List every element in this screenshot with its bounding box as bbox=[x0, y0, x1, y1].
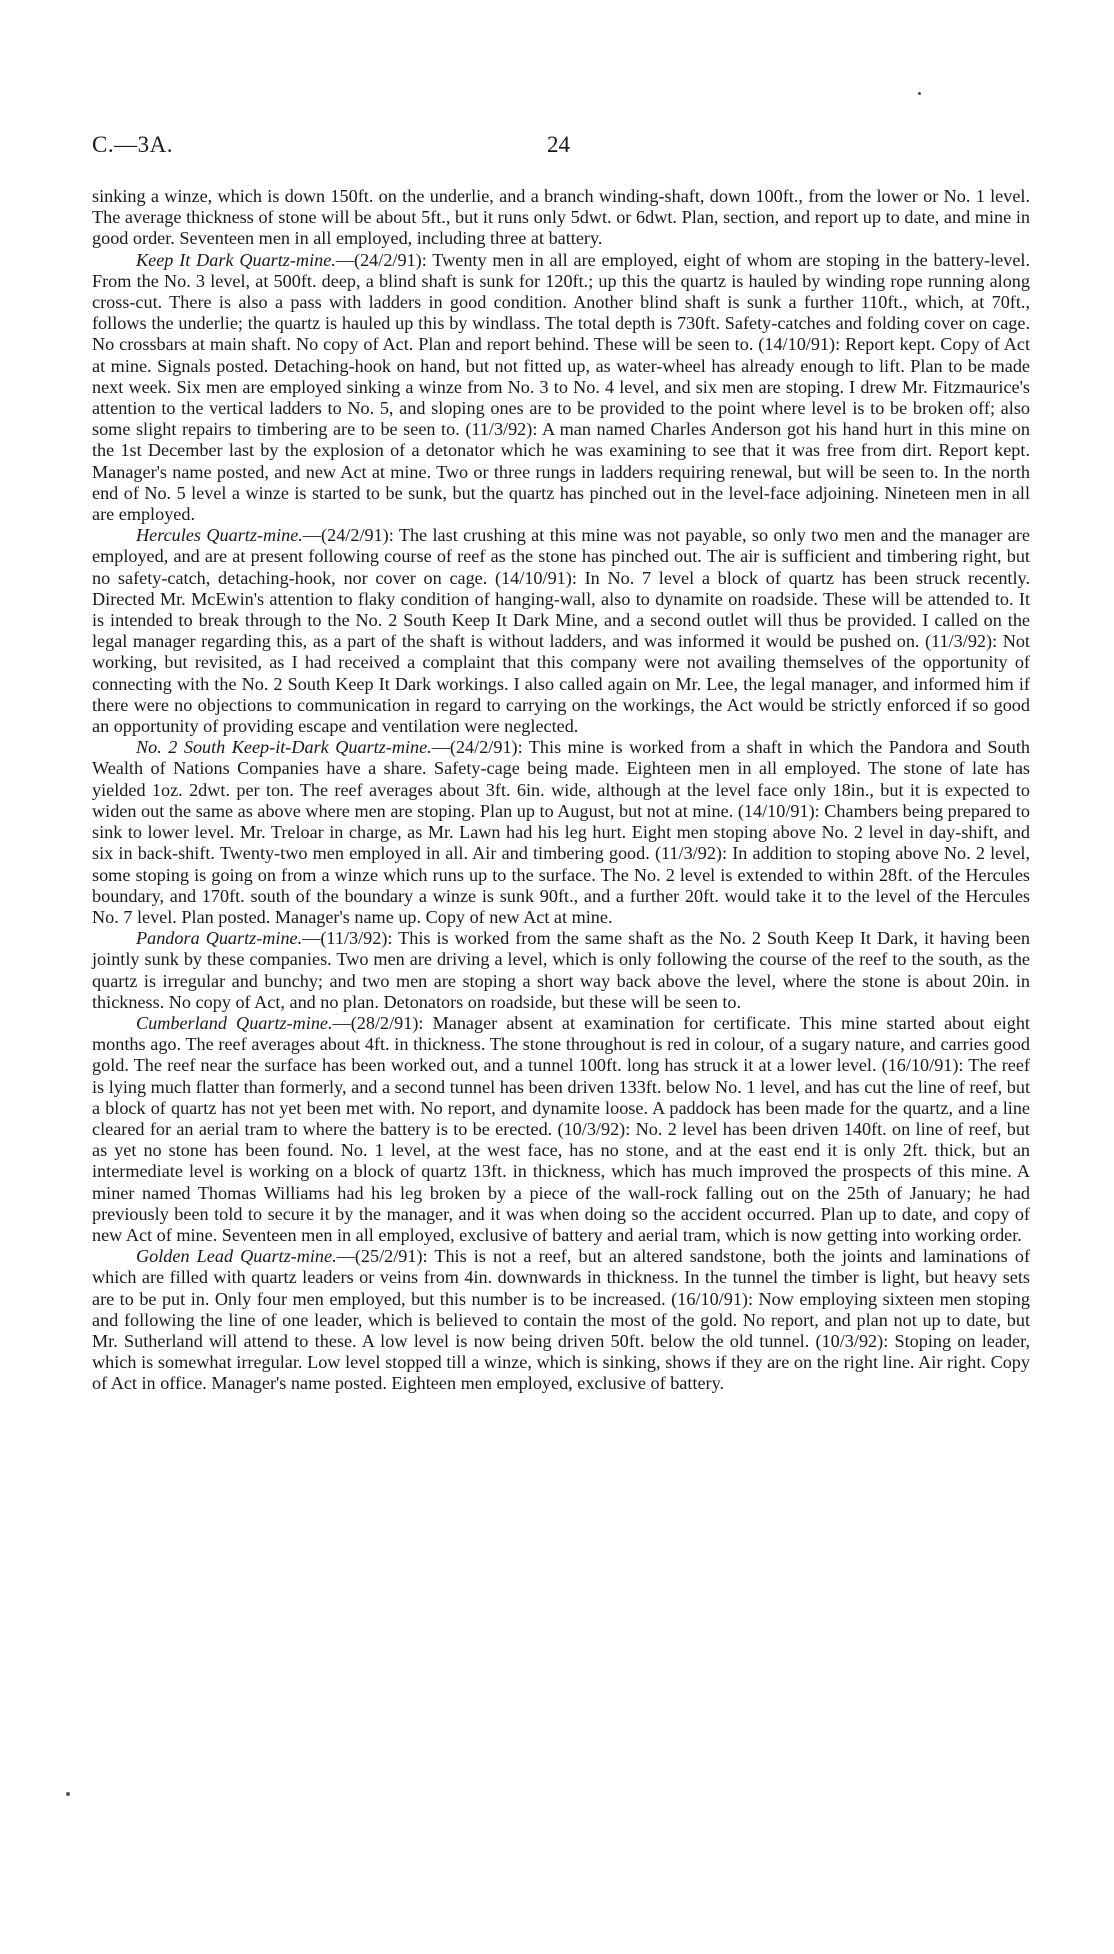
margin-ink-dot bbox=[66, 1792, 70, 1796]
mine-name: Pandora Quartz-mine. bbox=[136, 928, 303, 949]
paragraph-no2-south-keep-it-dark bbox=[92, 737, 1030, 928]
paragraph-continued bbox=[92, 186, 1030, 250]
mine-name: Keep It Dark Quartz-mine. bbox=[136, 249, 336, 270]
paragraph-text: —(25/2/91): This is not a reef, but an altered sandstone, both the joints and laminations of which are filled with quartz leaders or veins from 4in. downwards in thickness. In the tunnel the timber is light, but heavy sets are to be put in. Only four men employed, but this number is to be increased. (16/10/91): Now employing sixteen men stoping and following the line of one leader, which is believed to contain the most of the gold. No report, and plan not up to date, but Mr. Sutherland will attend to these. A low level is now being driven 50ft. below the old tunnel. (10/3/92): Stoping on leader, which is somewhat irregular. Low level stopped till a winze, which is sinking, shows if they are on the right line. Air right. Copy of Act in office. Manager's name posted. Eighteen men employed, exclusive of battery. bbox=[92, 1246, 1030, 1394]
page-header bbox=[92, 132, 1030, 166]
paragraph-text: —(24/2/91): This mine is worked from a shaft in which the Pandora and South Wealth of Nations Companies have a share. Safety-cage being made. Eighteen men in all employed. The stone of late has yielded 1oz. 2dwt. per ton. The reef averages about 3ft. 6in. wide, although at the level face only 18in., but it is expected to widen out the same as above where men are stoping. Plan up to August, but not at mine. (14/10/91): Chambers being prepared to sink to lower level. Mr. Treloar in charge, as Mr. Lawn had his leg hurt. Eight men stoping above No. 2 level in day-shift, and six in back-shift. Twenty-two men employed in all. Air and timbering good. (11/3/92): In addition to stoping above No. 2 level, some stoping is going on from a winze which runs up to the surface. The No. 2 level is extended to within 28ft. of the Hercules boundary, and 170ft. south of the boundary a winze is sunk 90ft., and a further 20ft. would take it to the level of the Hercules No. 7 level. Plan posted. Manager's name up. Copy of new Act at mine. bbox=[92, 737, 1030, 927]
paragraph-hercules bbox=[92, 525, 1030, 737]
paragraph-text: —(24/2/91): The last crushing at this mine was not payable, so only two men and the manager are employed, and are at present following course of reef as the stone has pinched out. The air is sufficient and timbering right, but no safety-catch, detaching-hook, nor cover on cage. (14/10/91): In No. 7 level a block of quartz has been struck recently. Directed Mr. McEwin's attention to flaky condition of hanging-wall, also to dynamite on roadside. These will be attended to. It is intended to break through to the No. 2 South Keep It Dark Mine, and a second outlet will thus be provided. I called on the legal manager regarding this, as a part of the shaft is without ladders, and was informed it would be pushed on. (11/3/92): Not working, but revisited, as I had received a complaint that this company were not availing themselves of the opportunity of connecting with the No. 2 South Keep It Dark workings. I also called again on Mr. Lee, the legal manager, and informed him if there were no objections to communication in regard to carrying on the workings, the Act would be strictly enforced if so good an opportunity of providing escape and ventilation were neglected. bbox=[92, 525, 1030, 737]
stray-ink-mark bbox=[918, 92, 921, 95]
paragraph-cumberland bbox=[92, 1013, 1030, 1246]
mine-name: No. 2 South Keep-it-Dark Quartz-mine. bbox=[136, 737, 432, 758]
paragraph-pandora bbox=[92, 928, 1030, 1013]
mine-name: Hercules Quartz-mine. bbox=[136, 525, 303, 546]
paragraph-text: —(11/3/92): This is worked from the same shaft as the No. 2 South Keep It Dark, it having been jointly sunk by these companies. Two men are driving a level, which is only following the course of the reef to the south, as the quartz is irregular and bunchy; and two men are stoping a short way back above the level, where the stone is about 20in. in thickness. No copy of Act, and no plan. Detonators on roadside, but these will be seen to. bbox=[92, 928, 1030, 1012]
mine-name: Cumberland Quartz-mine. bbox=[136, 1012, 333, 1033]
paragraph-keep-it-dark bbox=[92, 250, 1030, 526]
report-body bbox=[92, 186, 1030, 1395]
paragraph-golden-lead bbox=[92, 1246, 1030, 1394]
paragraph-text: —(24/2/91): Twenty men in all are employed, eight of whom are stoping in the battery-level. From the No. 3 level, at 500ft. deep, a blind shaft is sunk for 120ft.; up this the quartz is hauled by winding rope running along cross-cut. There is also a pass with ladders in good condition. Another blind shaft is sunk a further 110ft., which, at 70ft., follows the underlie; the quartz is hauled up this by windlass. The total depth is 730ft. Safety-catches and folding cover on cage. No crossbars at main shaft. No copy of Act. Plan and report behind. These will be seen to. (14/10/91): Report kept. Copy of Act at mine. Signals posted. Detaching-hook on hand, but not fitted up, as water-wheel has already enough to lift. Plan to be made next week. Six men are employed sinking a winze from No. 3 to No. 4 level, and six men are stoping. I drew Mr. Fitzmaurice's attention to the vertical ladders to No. 5, and sloping ones are to be provided to the point where level is to be broken off; also some slight repairs to timbering are to be seen to. (11/3/92): A man named Charles Anderson got his hand hurt in this mine on the 1st December last by the explosion of a detonator which he was examining to see that it was free from dirt. Report kept. Manager's name posted, and new Act at mine. Two or three rungs in ladders requiring renewal, but will be seen to. In the north end of No. 5 level a winze is started to be sunk, but the quartz has pinched out in the level-face adjoining. Nineteen men in all are employed. bbox=[92, 249, 1030, 525]
page-number: 24 bbox=[547, 132, 570, 157]
paragraph-text: —(28/2/91): Manager absent at examination for certificate. This mine started about eight months ago. The reef averages about 4ft. in thickness. The stone throughout is red in colour, of a sugary nature, and carries good gold. The reef near the surface has been worked out, and a tunnel 100ft. long has struck it at a lower level. (16/10/91): The reef is lying much flatter than formerly, and a second tunnel has been driven 133ft. below No. 1 level, and has cut the line of reef, but a block of quartz has not yet been met with. No report, and dynamite loose. A paddock has been made for the quartz, and a line cleared for an aerial tram to where the battery is to be erected. (10/3/92): No. 2 level has been driven 140ft. on line of reef, but as yet no stone has been found. No. 1 level, at the west face, has no stone, and at the east end it is only 2ft. thick, but an intermediate level is working on a block of quartz 13ft. in thickness, which has much improved the prospects of this mine. A miner named Thomas Williams had his leg broken by a piece of the wall-rock falling out on the 25th of January; he had previously been told to secure it by the manager, and it was when doing so the accident occurred. Plan up to date, and copy of new Act of mine. Seventeen men in all employed, exclusive of battery and aerial tram, which is now getting into working order. bbox=[92, 1012, 1030, 1245]
document-reference: C.—3A. bbox=[92, 132, 173, 157]
paragraph-text: sinking a winze, which is down 150ft. on the underlie, and a branch winding-shaft, down 100ft., from the lower or No. 1 level. The average thickness of stone will be about 5ft., but it runs only 5dwt. or 6dwt. Plan, section, and report up to date, and mine in good order. Seventeen men in all employed, including three at battery. bbox=[92, 186, 1030, 249]
mine-name: Golden Lead Quartz-mine. bbox=[136, 1246, 337, 1267]
